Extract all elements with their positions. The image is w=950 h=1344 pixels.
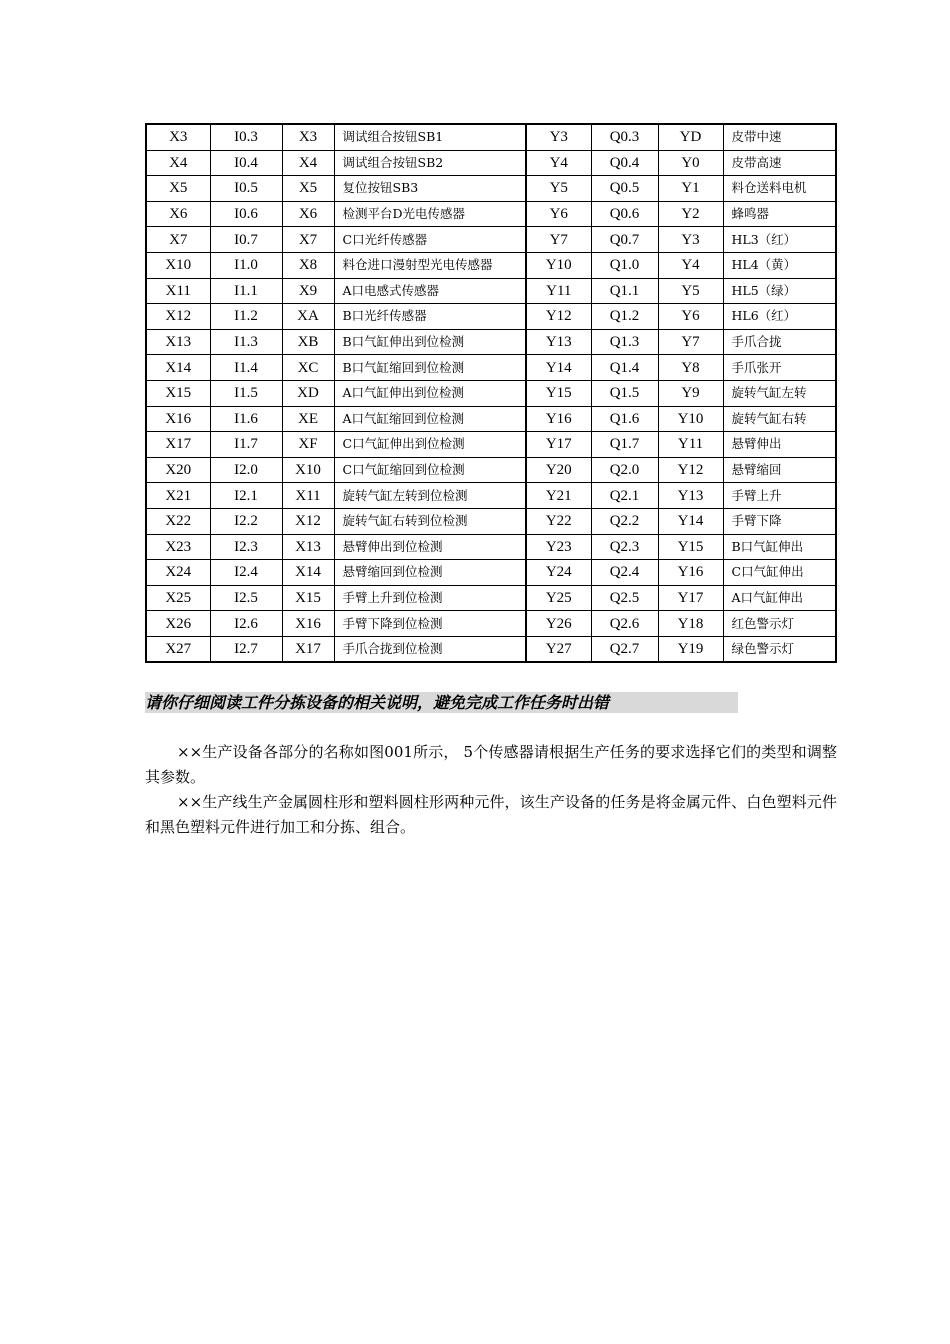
input-alt-address: X7 (282, 227, 334, 253)
output-description: 皮带高速 (723, 150, 836, 176)
output-alt-address: Y3 (658, 227, 723, 253)
input-alt-address: X10 (282, 457, 334, 483)
input-fx-address: X5 (146, 176, 210, 202)
input-fx-address: X14 (146, 355, 210, 381)
input-fx-address: X10 (146, 252, 210, 278)
table-row (146, 201, 836, 227)
table-row (146, 534, 836, 560)
input-s7-address: I0.3 (210, 124, 282, 150)
input-description: 旋转气缸右转到位检测 (334, 508, 526, 534)
output-alt-address: Y9 (658, 380, 723, 406)
table-row (146, 406, 836, 432)
output-description: 料仓送料电机 (723, 176, 836, 202)
input-s7-address: I2.5 (210, 585, 282, 611)
output-s7-address: Q2.7 (591, 636, 658, 662)
input-s7-address: I0.7 (210, 227, 282, 253)
output-s7-address: Q1.4 (591, 355, 658, 381)
output-alt-address: Y0 (658, 150, 723, 176)
output-fx-address: Y24 (526, 560, 591, 586)
input-alt-address: X9 (282, 278, 334, 304)
output-fx-address: Y11 (526, 278, 591, 304)
input-alt-address: X11 (282, 483, 334, 509)
output-fx-address: Y3 (526, 124, 591, 150)
input-fx-address: X27 (146, 636, 210, 662)
input-s7-address: I1.3 (210, 329, 282, 355)
output-fx-address: Y23 (526, 534, 591, 560)
output-fx-address: Y13 (526, 329, 591, 355)
output-s7-address: Q1.7 (591, 432, 658, 458)
output-description: HL6（红） (723, 304, 836, 330)
output-fx-address: Y6 (526, 201, 591, 227)
section-heading: 请你仔细阅读工件分拣设备的相关说明，避免完成工作任务时出错 (145, 693, 610, 712)
input-s7-address: I2.1 (210, 483, 282, 509)
output-alt-address: Y13 (658, 483, 723, 509)
input-fx-address: X16 (146, 406, 210, 432)
output-fx-address: Y7 (526, 227, 591, 253)
input-fx-address: X6 (146, 201, 210, 227)
output-alt-address: Y12 (658, 457, 723, 483)
output-alt-address: Y7 (658, 329, 723, 355)
output-s7-address: Q0.4 (591, 150, 658, 176)
output-fx-address: Y17 (526, 432, 591, 458)
input-s7-address: I1.6 (210, 406, 282, 432)
input-alt-address: X13 (282, 534, 334, 560)
input-s7-address: I2.6 (210, 611, 282, 637)
output-description: 旋转气缸右转 (723, 406, 836, 432)
input-fx-address: X3 (146, 124, 210, 150)
input-s7-address: I2.7 (210, 636, 282, 662)
input-description: 手臂下降到位检测 (334, 611, 526, 637)
output-s7-address: Q0.6 (591, 201, 658, 227)
table-row (146, 304, 836, 330)
input-alt-address: X4 (282, 150, 334, 176)
output-fx-address: Y25 (526, 585, 591, 611)
input-description: A口气缸伸出到位检测 (334, 380, 526, 406)
input-s7-address: I1.7 (210, 432, 282, 458)
output-s7-address: Q2.4 (591, 560, 658, 586)
output-s7-address: Q2.1 (591, 483, 658, 509)
input-alt-address: X3 (282, 124, 334, 150)
output-s7-address: Q1.0 (591, 252, 658, 278)
input-description: B口气缸伸出到位检测 (334, 329, 526, 355)
output-s7-address: Q0.3 (591, 124, 658, 150)
input-alt-address: X14 (282, 560, 334, 586)
input-alt-address: X8 (282, 252, 334, 278)
input-alt-address: X17 (282, 636, 334, 662)
output-description: HL5（绿） (723, 278, 836, 304)
output-description: C口气缸伸出 (723, 560, 836, 586)
input-fx-address: X17 (146, 432, 210, 458)
table-row (146, 508, 836, 534)
output-alt-address: Y19 (658, 636, 723, 662)
output-fx-address: Y5 (526, 176, 591, 202)
input-fx-address: X26 (146, 611, 210, 637)
input-s7-address: I1.5 (210, 380, 282, 406)
output-s7-address: Q2.5 (591, 585, 658, 611)
input-alt-address: XB (282, 329, 334, 355)
input-fx-address: X21 (146, 483, 210, 509)
input-fx-address: X7 (146, 227, 210, 253)
output-s7-address: Q2.0 (591, 457, 658, 483)
input-s7-address: I2.2 (210, 508, 282, 534)
output-description: 红色警示灯 (723, 611, 836, 637)
input-description: 手臂上升到位检测 (334, 585, 526, 611)
output-alt-address: Y6 (658, 304, 723, 330)
input-alt-address: XF (282, 432, 334, 458)
input-fx-address: X11 (146, 278, 210, 304)
output-s7-address: Q2.6 (591, 611, 658, 637)
input-alt-address: XE (282, 406, 334, 432)
output-description: A口气缸伸出 (723, 585, 836, 611)
output-fx-address: Y22 (526, 508, 591, 534)
output-description: 绿色警示灯 (723, 636, 836, 662)
input-fx-address: X13 (146, 329, 210, 355)
output-alt-address: Y16 (658, 560, 723, 586)
output-fx-address: Y4 (526, 150, 591, 176)
output-fx-address: Y12 (526, 304, 591, 330)
output-fx-address: Y26 (526, 611, 591, 637)
input-s7-address: I0.5 (210, 176, 282, 202)
table-row (146, 176, 836, 202)
input-fx-address: X25 (146, 585, 210, 611)
output-alt-address: Y4 (658, 252, 723, 278)
output-s7-address: Q0.7 (591, 227, 658, 253)
output-description: 皮带中速 (723, 124, 836, 150)
output-description: 手爪张开 (723, 355, 836, 381)
input-s7-address: I0.4 (210, 150, 282, 176)
output-fx-address: Y14 (526, 355, 591, 381)
input-description: 手爪合拢到位检测 (334, 636, 526, 662)
table-row (146, 278, 836, 304)
input-alt-address: XA (282, 304, 334, 330)
output-s7-address: Q2.3 (591, 534, 658, 560)
input-s7-address: I2.0 (210, 457, 282, 483)
output-alt-address: Y1 (658, 176, 723, 202)
table-row (146, 483, 836, 509)
paragraph-equipment-description: ××生产设备各部分的名称如图001所示， 5个传感器请根据生产任务的要求选择它们的类型和调整其参数。 (145, 743, 837, 786)
table-row (146, 329, 836, 355)
output-description: 手臂下降 (723, 508, 836, 534)
output-description: 蜂鸣器 (723, 201, 836, 227)
output-alt-address: Y15 (658, 534, 723, 560)
input-description: 检测平台D光电传感器 (334, 201, 526, 227)
input-description: 调试组合按钮SB1 (334, 124, 526, 150)
table-row (146, 227, 836, 253)
input-description: 旋转气缸左转到位检测 (334, 483, 526, 509)
input-alt-address: X12 (282, 508, 334, 534)
input-fx-address: X12 (146, 304, 210, 330)
output-fx-address: Y10 (526, 252, 591, 278)
output-description: 悬臂缩回 (723, 457, 836, 483)
input-description: 调试组合按钮SB2 (334, 150, 526, 176)
output-alt-address: Y14 (658, 508, 723, 534)
input-alt-address: X6 (282, 201, 334, 227)
table-row (146, 585, 836, 611)
output-alt-address: Y8 (658, 355, 723, 381)
output-fx-address: Y21 (526, 483, 591, 509)
input-s7-address: I1.4 (210, 355, 282, 381)
output-description: 旋转气缸左转 (723, 380, 836, 406)
output-alt-address: Y10 (658, 406, 723, 432)
table-row (146, 611, 836, 637)
input-description: B口光纤传感器 (334, 304, 526, 330)
output-fx-address: Y16 (526, 406, 591, 432)
table-row (146, 124, 836, 150)
table-row (146, 457, 836, 483)
input-alt-address: X15 (282, 585, 334, 611)
input-fx-address: X20 (146, 457, 210, 483)
input-alt-address: XC (282, 355, 334, 381)
input-fx-address: X22 (146, 508, 210, 534)
table-row (146, 252, 836, 278)
input-alt-address: XD (282, 380, 334, 406)
output-fx-address: Y27 (526, 636, 591, 662)
input-s7-address: I1.1 (210, 278, 282, 304)
output-fx-address: Y20 (526, 457, 591, 483)
input-description: 复位按钮SB3 (334, 176, 526, 202)
output-fx-address: Y15 (526, 380, 591, 406)
table-row (146, 380, 836, 406)
output-alt-address: Y11 (658, 432, 723, 458)
input-description: 悬臂伸出到位检测 (334, 534, 526, 560)
input-s7-address: I0.6 (210, 201, 282, 227)
output-s7-address: Q0.5 (591, 176, 658, 202)
output-s7-address: Q2.2 (591, 508, 658, 534)
input-description: C口气缸伸出到位检测 (334, 432, 526, 458)
input-description: 料仓进口漫射型光电传感器 (334, 252, 526, 278)
input-s7-address: I2.3 (210, 534, 282, 560)
input-fx-address: X24 (146, 560, 210, 586)
output-alt-address: Y17 (658, 585, 723, 611)
input-s7-address: I1.2 (210, 304, 282, 330)
output-alt-address: Y18 (658, 611, 723, 637)
output-s7-address: Q1.3 (591, 329, 658, 355)
input-alt-address: X5 (282, 176, 334, 202)
io-table-body (146, 124, 836, 662)
output-description: 手爪合拢 (723, 329, 836, 355)
paragraph-production-task: ××生产线生产金属圆柱形和塑料圆柱形两种元件，该生产设备的任务是将金属元件、白色塑料元件和黑色塑料元件进行加工和分拣、组合。 (145, 793, 837, 836)
table-row (146, 560, 836, 586)
output-description: B口气缸伸出 (723, 534, 836, 560)
input-s7-address: I1.0 (210, 252, 282, 278)
input-fx-address: X23 (146, 534, 210, 560)
table-row (146, 432, 836, 458)
table-row (146, 355, 836, 381)
table-row (146, 636, 836, 662)
input-description: C口气缸缩回到位检测 (334, 457, 526, 483)
table-row (146, 150, 836, 176)
output-s7-address: Q1.6 (591, 406, 658, 432)
io-assignment-table (145, 123, 837, 663)
output-alt-address: YD (658, 124, 723, 150)
output-description: HL4（黄） (723, 252, 836, 278)
input-description: C口光纤传感器 (334, 227, 526, 253)
input-description: B口气缸缩回到位检测 (334, 355, 526, 381)
output-alt-address: Y5 (658, 278, 723, 304)
output-description: 悬臂伸出 (723, 432, 836, 458)
input-alt-address: X16 (282, 611, 334, 637)
input-s7-address: I2.4 (210, 560, 282, 586)
input-description: A口气缸缩回到位检测 (334, 406, 526, 432)
input-description: A口电感式传感器 (334, 278, 526, 304)
output-alt-address: Y2 (658, 201, 723, 227)
output-description: 手臂上升 (723, 483, 836, 509)
input-fx-address: X4 (146, 150, 210, 176)
input-fx-address: X15 (146, 380, 210, 406)
output-s7-address: Q1.5 (591, 380, 658, 406)
output-description: HL3（红） (723, 227, 836, 253)
output-s7-address: Q1.2 (591, 304, 658, 330)
output-s7-address: Q1.1 (591, 278, 658, 304)
input-description: 悬臂缩回到位检测 (334, 560, 526, 586)
